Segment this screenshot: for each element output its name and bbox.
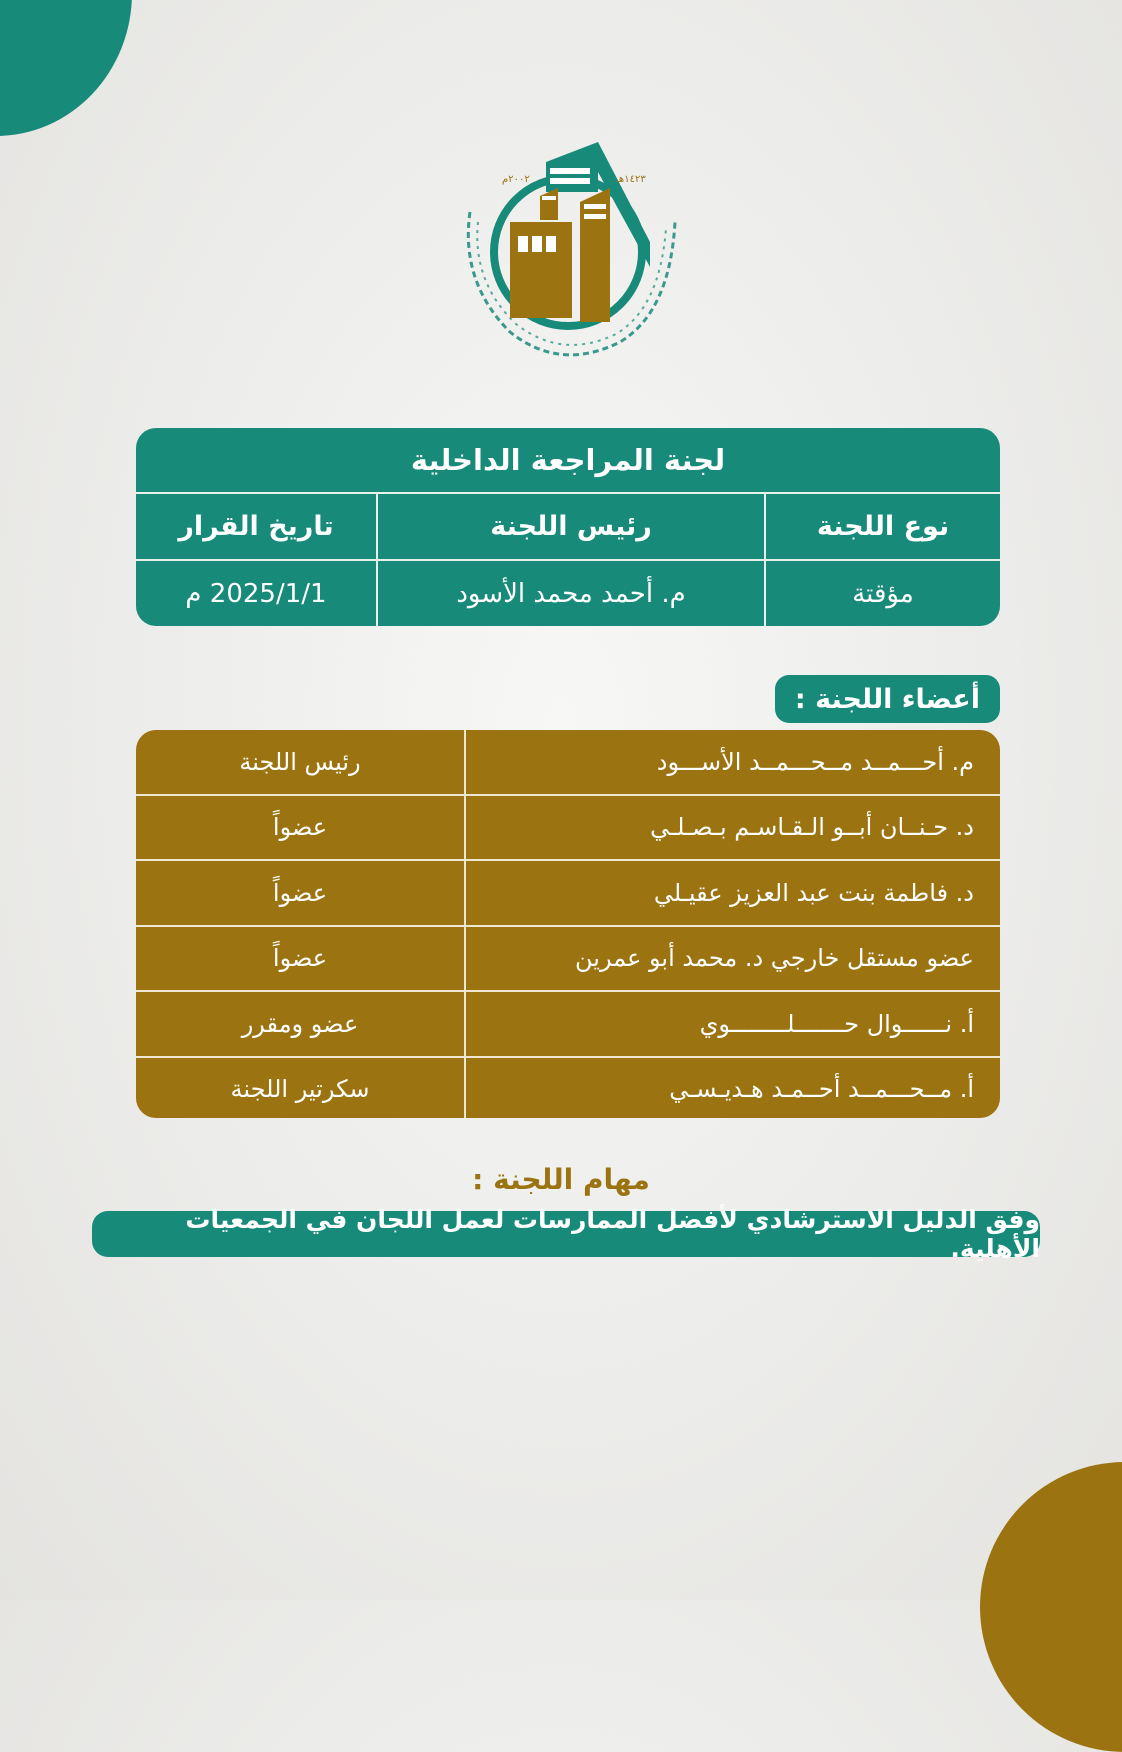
committee-title: لجنة المراجعة الداخلية <box>136 428 1000 494</box>
table-row <box>136 1056 1000 1119</box>
committee-value-row <box>136 559 1000 626</box>
table-row <box>136 730 1000 794</box>
member-role: عضواً <box>272 878 328 907</box>
committee-header-row <box>136 494 1000 559</box>
tasks-section-label: مهام اللجنة : <box>472 1163 650 1196</box>
committee-type-value: مؤقتة <box>764 561 1000 626</box>
member-role: سكرتير اللجنة <box>230 1075 370 1104</box>
decorative-corner-circle-gold <box>980 1462 1122 1752</box>
logo-year-gregorian: ٢٠٠٢م <box>502 174 530 185</box>
table-row <box>136 990 1000 1056</box>
tasks-description: وفق الدليل الاسترشادي لأفضل الممارسات لعمل اللجان في الجمعيات الأهلية. <box>92 1211 1040 1257</box>
member-name: م. أحـــمــد مــحـــمــد الأســـود <box>464 730 1000 794</box>
member-role: عضواً <box>272 944 328 973</box>
member-name: د. فاطمة بنت عبد العزيز عقيـلي <box>464 861 1000 925</box>
table-row <box>136 859 1000 925</box>
member-name: د. حـنــان أبــو الـقـاسـم بـصـلـي <box>464 796 1000 860</box>
committee-chair-value: م. أحمد محمد الأسود <box>376 561 764 626</box>
decorative-corner-circle-teal <box>0 0 132 136</box>
logo-year-hijri: ١٤٢٣هـ <box>616 174 646 185</box>
members-table <box>136 730 1000 1118</box>
member-name: أ. مــحـــمــد أحــمـد هـديـسـي <box>464 1058 1000 1119</box>
table-row <box>136 794 1000 860</box>
members-section-label: أعضاء اللجنة : <box>775 675 1000 723</box>
header-decision-date: تاريخ القرار <box>178 511 334 542</box>
header-committee-chair: رئيس اللجنة <box>376 494 764 559</box>
table-row <box>136 925 1000 991</box>
member-role: رئيس اللجنة <box>239 747 361 776</box>
member-role: عضواً <box>272 813 328 842</box>
member-name: عضو مستقل خارجي د. محمد أبو عمرين <box>464 927 1000 991</box>
member-role: عضو ومقرر <box>241 1009 359 1038</box>
organization-logo-icon <box>450 132 690 372</box>
header-committee-type: نوع اللجنة <box>764 494 1000 559</box>
decision-date-value: 2025/1/1 م <box>185 578 327 609</box>
logo-gold-building <box>510 188 610 322</box>
committee-info-table <box>136 428 1000 626</box>
member-name: أ. نــــــوال حـــــــلــــــــوي <box>464 992 1000 1056</box>
